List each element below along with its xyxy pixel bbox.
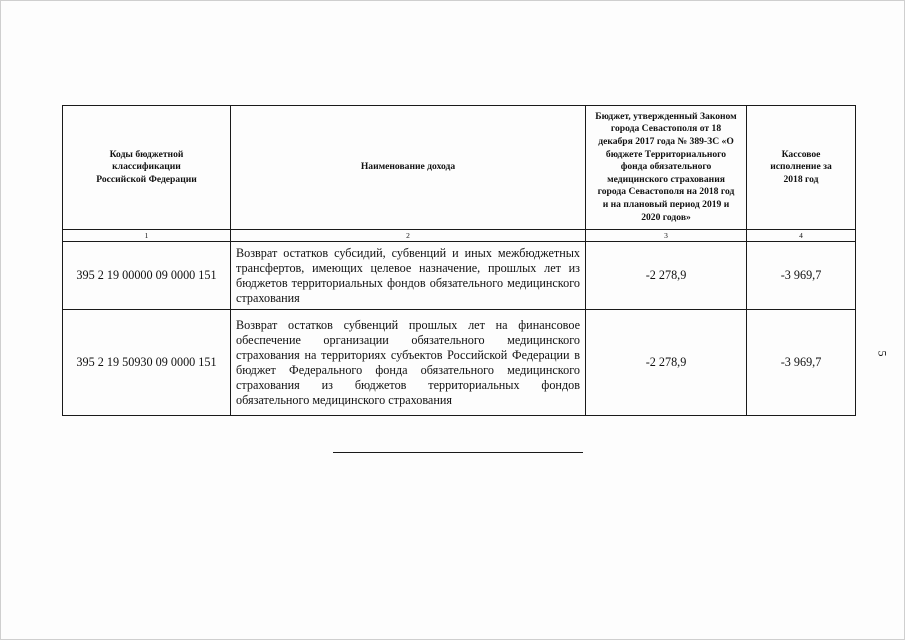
column-number-2: 2 xyxy=(231,230,586,242)
column-number-row xyxy=(63,230,856,242)
column-number-4: 4 xyxy=(747,230,856,242)
column-number-1: 1 xyxy=(63,230,231,242)
row-name: Возврат остатков субвенций прошлых лет на финансовое обеспечение организации обязательного медицинского страхования на территориях субъектов Российской Федерации в бюджет Федерального фонда обязательного медицинского страхования из бюджетов территориальных фондов обязательного медицинского страхования xyxy=(231,310,586,416)
header-budget-text: Бюджет, утвержденный Законом города Севастополя от 18 декабря 2017 года № 389-ЗС «О бюджете Территориального фонда обязательного медицинского страхования города Севастополя на 2018 год и на плановый период 2019 и 2020 годов» xyxy=(595,110,737,223)
row-code: 395 2 19 00000 09 0000 151 xyxy=(63,242,231,310)
header-name xyxy=(231,106,586,230)
column-number-3: 3 xyxy=(586,230,747,242)
row-execution: -3 969,7 xyxy=(747,310,856,416)
row-execution: -3 969,7 xyxy=(747,242,856,310)
table-row xyxy=(63,310,856,416)
end-of-table-rule xyxy=(333,452,583,453)
header-execution xyxy=(747,106,856,230)
header-name-text: Наименование дохода xyxy=(360,161,456,173)
table-row xyxy=(63,242,856,310)
row-budget: -2 278,9 xyxy=(586,310,747,416)
row-code: 395 2 19 50930 09 0000 151 xyxy=(63,310,231,416)
header-row xyxy=(63,106,856,230)
header-budget xyxy=(586,106,747,230)
header-execution-text: Кассовое исполнение за 2018 год xyxy=(770,148,832,185)
row-budget: -2 278,9 xyxy=(586,242,747,310)
row-name: Возврат остатков субсидий, субвенций и иных межбюджетных трансфертов, имеющих целевое назначение, прошлых лет из бюджетов территориальных фондов обязательного медицинского страхования xyxy=(231,242,586,310)
budget-table xyxy=(62,105,856,416)
header-codes xyxy=(63,106,231,230)
page-number: 5 xyxy=(875,350,890,357)
header-codes-text: Коды бюджетной классификации Российской Федерации xyxy=(96,148,197,185)
